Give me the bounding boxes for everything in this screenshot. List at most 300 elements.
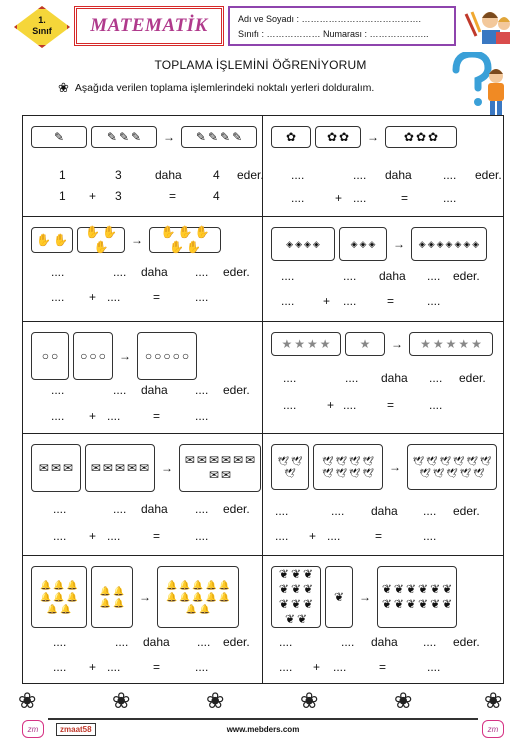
envelope-icon: ✉ bbox=[114, 460, 126, 475]
blank-answer[interactable]: .... bbox=[115, 635, 129, 649]
circle-icon: ○ bbox=[89, 348, 97, 363]
blank-answer[interactable]: .... bbox=[51, 409, 65, 423]
arrow-right-icon: → bbox=[393, 237, 405, 251]
bird-icon: 🕊 bbox=[291, 456, 303, 466]
envelope-icon: ✉ bbox=[184, 453, 195, 467]
blank-answer[interactable]: .... bbox=[195, 265, 209, 279]
footer-divider bbox=[48, 718, 478, 720]
picture-row bbox=[31, 126, 257, 148]
website-link[interactable]: www.mebders.com bbox=[226, 725, 300, 734]
diamond-icon: ◈ bbox=[436, 239, 444, 249]
bird-icon: 🕊 bbox=[335, 468, 347, 478]
arrow-right-icon: → bbox=[391, 337, 403, 351]
circle-icon: ○ bbox=[80, 348, 88, 363]
circle-icon: ○ bbox=[181, 348, 190, 363]
circle-icon: ○ bbox=[41, 348, 49, 363]
diamond-icon: ◈ bbox=[418, 239, 426, 249]
first-group-box bbox=[271, 332, 341, 356]
pencil-icon: ✎ bbox=[220, 129, 231, 144]
parrot-icon: ❦ bbox=[405, 597, 416, 611]
author-tag: zmaat58 bbox=[56, 723, 96, 736]
parrot-icon: ❦ bbox=[381, 582, 392, 596]
total-group-box bbox=[409, 332, 493, 356]
first-group-box bbox=[31, 332, 69, 380]
blank-answer[interactable]: .... bbox=[345, 371, 359, 385]
parrot-icon: ❦ bbox=[430, 582, 441, 596]
instruction bbox=[58, 82, 374, 94]
plus-sign: + bbox=[89, 409, 97, 423]
picture-row bbox=[271, 444, 497, 490]
second-group-box bbox=[85, 444, 155, 492]
bird-icon: 🕊 bbox=[453, 456, 465, 466]
bell-icon: 🔔 bbox=[192, 592, 204, 602]
blank-answer[interactable]: .... bbox=[291, 191, 305, 205]
exercise-cell bbox=[263, 556, 503, 684]
parrot-icon: ❦ bbox=[418, 597, 429, 611]
equation-number: 4 bbox=[213, 189, 220, 203]
question-boy-illustration bbox=[450, 52, 510, 118]
envelope-icon: ✉ bbox=[139, 460, 150, 475]
pencil-icon: ✎ bbox=[118, 129, 130, 144]
flower-icon: ❀ bbox=[206, 688, 225, 713]
hand-icon: ✋ bbox=[186, 240, 201, 254]
bird-icon: 🕊 bbox=[459, 468, 472, 478]
diamond-icon: ◈ bbox=[427, 239, 435, 249]
bell-icon: 🔔 bbox=[205, 592, 217, 602]
bell-icon: 🔔 bbox=[99, 598, 111, 608]
sentence-word: 3 bbox=[115, 168, 122, 182]
envelope-icon: ✉ bbox=[127, 460, 138, 475]
flower-icon: ✿ bbox=[428, 129, 439, 144]
exercise-cell bbox=[23, 556, 263, 684]
class-number-field[interactable]: Sınıfı : ……………… Numarası : ……………….. bbox=[238, 29, 429, 39]
pencil-icon: ✎ bbox=[106, 129, 117, 144]
pencil-icon: ✎ bbox=[232, 129, 243, 144]
parrot-icon: ❦ bbox=[393, 597, 404, 611]
star-icon: ★ bbox=[294, 336, 305, 351]
envelope-icon: ✉ bbox=[208, 453, 219, 467]
diamond-icon: ◈ bbox=[359, 239, 367, 249]
parrot-icon: ❦ bbox=[442, 597, 453, 611]
total-group-box bbox=[157, 566, 239, 628]
blank-answer[interactable]: .... bbox=[291, 168, 305, 182]
blank-answer[interactable]: .... bbox=[423, 529, 437, 543]
blank-answer[interactable]: .... bbox=[107, 290, 121, 304]
parrot-icon: ❦ bbox=[405, 582, 416, 596]
blank-answer[interactable]: .... bbox=[51, 290, 65, 304]
sentence-word: eder. bbox=[223, 265, 250, 279]
bell-icon: 🔔 bbox=[113, 586, 125, 596]
blank-answer[interactable]: .... bbox=[279, 660, 293, 674]
arrow-right-icon: → bbox=[161, 461, 173, 475]
picture-row bbox=[31, 332, 197, 380]
blank-answer[interactable]: .... bbox=[51, 265, 65, 279]
diamond-icon: ◈ bbox=[304, 239, 311, 249]
picture-row bbox=[31, 566, 239, 628]
blank-answer[interactable]: .... bbox=[279, 635, 293, 649]
right-logo: zm bbox=[482, 720, 504, 738]
parrot-icon: ❦ bbox=[297, 612, 308, 626]
plus-sign: + bbox=[313, 660, 321, 674]
blank-answer[interactable]: .... bbox=[427, 269, 441, 283]
exercise-cell bbox=[263, 322, 503, 434]
star-icon: ★ bbox=[432, 336, 444, 351]
grade-word: Sınıf bbox=[32, 26, 52, 36]
bell-icon: 🔔 bbox=[218, 580, 231, 590]
instruction-text: Aşağıda verilen toplama işlemlerindeki noktalı yerleri dolduralım. bbox=[74, 82, 375, 94]
envelope-icon: ✉ bbox=[245, 453, 256, 467]
blank-answer[interactable]: .... bbox=[427, 660, 441, 674]
hand-icon: ✋ bbox=[53, 232, 68, 247]
arrow-right-icon: → bbox=[163, 130, 175, 144]
bird-icon: 🕊 bbox=[335, 456, 347, 466]
equals-sign: = bbox=[153, 290, 161, 304]
blank-answer[interactable]: .... bbox=[113, 265, 127, 279]
bird-icon: 🕊 bbox=[277, 456, 289, 466]
footer bbox=[22, 718, 504, 738]
sentence-word: eder. bbox=[459, 371, 486, 385]
sentence-word: 4 bbox=[213, 168, 220, 182]
equals-sign: = bbox=[387, 398, 395, 412]
sentence-word: eder. bbox=[453, 504, 480, 518]
sentence-word: daha bbox=[141, 502, 168, 516]
arrow-right-icon: → bbox=[389, 460, 401, 474]
second-group-box bbox=[313, 444, 383, 490]
equals-sign: = bbox=[169, 189, 177, 203]
total-group-box bbox=[377, 566, 457, 628]
pencil-icon: ✎ bbox=[131, 129, 142, 144]
bell-icon: 🔔 bbox=[113, 598, 125, 608]
blank-answer[interactable]: .... bbox=[113, 383, 127, 397]
flower-icon: ❀ bbox=[484, 688, 503, 713]
parrot-icon: ❦ bbox=[278, 567, 289, 581]
envelope-icon: ✉ bbox=[233, 453, 244, 467]
blank-answer[interactable]: .... bbox=[429, 371, 443, 385]
sentence-word: daha bbox=[141, 383, 168, 397]
equation-number: 3 bbox=[115, 189, 122, 203]
envelope-icon: ✉ bbox=[102, 460, 113, 475]
diamond-icon: ◈ bbox=[312, 239, 320, 249]
star-icon: ★ bbox=[458, 336, 470, 351]
blank-answer[interactable]: .... bbox=[423, 504, 437, 518]
blank-answer[interactable]: .... bbox=[341, 635, 355, 649]
arrow-right-icon: → bbox=[367, 130, 379, 144]
children-reading-illustration bbox=[460, 6, 512, 48]
blank-answer[interactable]: .... bbox=[195, 383, 209, 397]
bell-icon: 🔔 bbox=[192, 580, 204, 590]
equation-number: 1 bbox=[59, 189, 66, 203]
second-group-box bbox=[73, 332, 113, 380]
bell-icon: 🔔 bbox=[66, 580, 78, 590]
bird-icon: 🕊 bbox=[284, 468, 296, 478]
arrow-right-icon: → bbox=[119, 349, 131, 363]
second-group-box bbox=[77, 227, 125, 253]
blank-answer[interactable]: .... bbox=[283, 371, 297, 385]
exercise-cell bbox=[263, 434, 503, 556]
sentence-word: daha bbox=[385, 168, 412, 182]
blank-answer[interactable]: .... bbox=[343, 269, 357, 283]
blank-answer[interactable]: .... bbox=[195, 529, 209, 543]
bell-icon: 🔔 bbox=[165, 580, 178, 590]
parrot-icon: ❦ bbox=[290, 567, 302, 581]
circle-icon: ○ bbox=[144, 348, 153, 363]
plus-sign: + bbox=[327, 398, 335, 412]
blank-answer[interactable]: .... bbox=[353, 191, 367, 205]
picture-row bbox=[31, 227, 221, 253]
blank-answer[interactable]: .... bbox=[423, 635, 437, 649]
sentence-word: daha bbox=[143, 635, 170, 649]
subject-title: MATEMATİK bbox=[74, 6, 224, 46]
picture-row bbox=[271, 332, 493, 356]
diamond-icon: ◈ bbox=[350, 239, 358, 249]
bird-icon: 🕊 bbox=[426, 456, 438, 466]
flower-icon: ❀ bbox=[58, 80, 69, 95]
plus-sign: + bbox=[89, 660, 97, 674]
plus-sign: + bbox=[323, 294, 331, 308]
bird-icon: 🕊 bbox=[466, 456, 478, 466]
bell-icon: 🔔 bbox=[185, 604, 197, 614]
diamond-icon: ◈ bbox=[368, 239, 376, 249]
parrot-icon: ❦ bbox=[278, 597, 289, 611]
bell-icon: 🔔 bbox=[218, 592, 231, 602]
second-group-box bbox=[315, 126, 361, 148]
blank-answer[interactable]: .... bbox=[53, 660, 67, 674]
second-group-box bbox=[325, 566, 353, 628]
bell-icon: 🔔 bbox=[66, 592, 78, 602]
first-group-box bbox=[271, 126, 311, 148]
blank-answer[interactable]: .... bbox=[195, 502, 209, 516]
hand-icon: ✋ bbox=[93, 240, 109, 254]
parrot-icon: ❦ bbox=[381, 597, 392, 611]
blank-answer[interactable]: .... bbox=[195, 660, 209, 674]
pencil-icon: ✎ bbox=[195, 129, 206, 144]
sentence-word: daha bbox=[379, 269, 406, 283]
blank-answer[interactable]: .... bbox=[427, 294, 441, 308]
equals-sign: = bbox=[375, 529, 383, 543]
bird-icon: 🕊 bbox=[439, 456, 451, 466]
first-group-box bbox=[271, 444, 309, 490]
bell-icon: 🔔 bbox=[46, 604, 58, 614]
first-group-box bbox=[271, 566, 321, 628]
picture-row bbox=[271, 126, 457, 148]
plus-sign: + bbox=[89, 290, 97, 304]
sentence-word: eder. bbox=[453, 635, 480, 649]
circle-icon: ○ bbox=[51, 348, 59, 363]
flower-icon: ✿ bbox=[403, 129, 414, 144]
bell-icon: 🔔 bbox=[53, 580, 65, 590]
parrot-icon: ❦ bbox=[303, 582, 314, 596]
plus-sign: + bbox=[89, 189, 97, 203]
total-group-box bbox=[181, 126, 257, 148]
flower-icon: ❀ bbox=[394, 688, 413, 713]
diamond-icon: ◈ bbox=[454, 239, 462, 249]
envelope-icon: ✉ bbox=[90, 460, 101, 475]
blank-answer[interactable]: .... bbox=[343, 398, 357, 412]
flower-icon: ✿ bbox=[326, 129, 337, 144]
blank-answer[interactable]: .... bbox=[53, 529, 67, 543]
blank-answer[interactable]: .... bbox=[197, 635, 211, 649]
envelope-icon: ✉ bbox=[221, 468, 232, 482]
parrot-icon: ❦ bbox=[284, 612, 295, 626]
star-icon: ★ bbox=[445, 336, 457, 351]
bell-icon: 🔔 bbox=[99, 586, 111, 596]
arrow-right-icon: → bbox=[359, 590, 371, 604]
circle-icon: ○ bbox=[163, 348, 171, 363]
hand-icon: ✋ bbox=[102, 225, 117, 239]
plus-sign: + bbox=[335, 191, 343, 205]
blank-answer[interactable]: .... bbox=[429, 398, 443, 412]
left-logo: zm bbox=[22, 720, 44, 738]
total-group-box bbox=[385, 126, 457, 148]
flower-icon: ❀ bbox=[300, 688, 319, 713]
equals-sign: = bbox=[153, 529, 161, 543]
grade-number: 1. bbox=[38, 15, 46, 25]
exercise-cell bbox=[23, 116, 263, 217]
exercise-grid bbox=[22, 115, 504, 684]
blank-answer[interactable]: .... bbox=[195, 409, 209, 423]
blank-answer[interactable]: .... bbox=[327, 529, 341, 543]
parrot-icon: ❦ bbox=[430, 597, 441, 611]
blank-answer[interactable]: .... bbox=[443, 191, 457, 205]
parrot-icon: ❦ bbox=[418, 582, 429, 596]
circle-icon: ○ bbox=[98, 348, 106, 363]
circle-icon: ○ bbox=[172, 348, 180, 363]
star-icon: ★ bbox=[471, 336, 482, 351]
hand-icon: ✋ bbox=[85, 225, 100, 239]
blank-answer[interactable]: .... bbox=[53, 502, 67, 516]
first-group-box bbox=[31, 126, 87, 148]
flower-icon: ✿ bbox=[415, 129, 427, 144]
blank-answer[interactable]: .... bbox=[107, 409, 121, 423]
diamond-icon: ◈ bbox=[295, 239, 302, 249]
grade-label bbox=[14, 15, 70, 37]
total-group-box bbox=[149, 227, 221, 253]
bird-icon: 🕊 bbox=[419, 468, 431, 478]
star-icon: ★ bbox=[420, 336, 431, 351]
flower-icon: ❀ bbox=[18, 688, 37, 713]
blank-answer[interactable]: .... bbox=[195, 290, 209, 304]
blank-answer[interactable]: .... bbox=[343, 294, 357, 308]
star-icon: ★ bbox=[359, 336, 371, 351]
flower-icon: ✿ bbox=[285, 129, 297, 144]
parrot-icon: ❦ bbox=[290, 582, 302, 596]
second-group-box bbox=[91, 126, 157, 148]
envelope-icon: ✉ bbox=[208, 468, 219, 482]
sentence-word: eder. bbox=[237, 168, 264, 182]
star-icon: ★ bbox=[281, 336, 293, 351]
bird-icon: 🕊 bbox=[479, 456, 492, 466]
blank-answer[interactable]: .... bbox=[443, 168, 457, 182]
equals-sign: = bbox=[153, 660, 161, 674]
sentence-word: eder. bbox=[223, 635, 250, 649]
blank-answer[interactable]: .... bbox=[331, 504, 345, 518]
sentence-word: daha bbox=[371, 635, 398, 649]
first-group-box bbox=[31, 227, 73, 253]
bird-icon: 🕊 bbox=[322, 456, 334, 466]
sentence-word: eder. bbox=[223, 502, 250, 516]
parrot-icon: ❦ bbox=[333, 589, 345, 604]
second-group-box bbox=[91, 566, 133, 628]
total-group-box bbox=[411, 227, 487, 261]
hand-icon: ✋ bbox=[177, 225, 193, 239]
bell-icon: 🔔 bbox=[179, 592, 191, 602]
exercise-cell bbox=[23, 217, 263, 322]
blank-answer[interactable]: .... bbox=[107, 529, 121, 543]
flower-icon: ❀ bbox=[112, 688, 131, 713]
bird-icon: 🕊 bbox=[412, 456, 425, 466]
star-icon: ★ bbox=[307, 336, 318, 351]
bell-icon: 🔔 bbox=[53, 592, 65, 602]
bird-icon: 🕊 bbox=[322, 468, 334, 478]
blank-answer[interactable]: .... bbox=[283, 398, 297, 412]
envelope-icon: ✉ bbox=[221, 453, 232, 467]
total-group-box bbox=[137, 332, 197, 380]
parrot-icon: ❦ bbox=[278, 582, 289, 596]
diamond-icon: ◈ bbox=[463, 239, 471, 249]
blank-answer[interactable]: .... bbox=[333, 660, 347, 674]
arrow-right-icon: → bbox=[131, 233, 143, 247]
total-group-box bbox=[179, 444, 261, 492]
blank-answer[interactable]: .... bbox=[113, 502, 127, 516]
bird-icon: 🕊 bbox=[362, 468, 374, 478]
equals-sign: = bbox=[379, 660, 387, 674]
bell-icon: 🔔 bbox=[165, 592, 178, 602]
bird-icon: 🕊 bbox=[362, 456, 374, 466]
hand-icon: ✋ bbox=[36, 232, 51, 247]
first-group-box bbox=[31, 444, 81, 492]
worksheet-header bbox=[14, 6, 510, 48]
name-field[interactable]: Adı ve Soyadı : …………………………………. bbox=[238, 14, 422, 24]
exercise-cell bbox=[263, 217, 503, 322]
blank-answer[interactable]: .... bbox=[275, 529, 289, 543]
blank-answer[interactable]: .... bbox=[281, 294, 295, 308]
bell-icon: 🔔 bbox=[60, 604, 72, 614]
envelope-icon: ✉ bbox=[63, 460, 74, 475]
sentence-word: eder. bbox=[223, 383, 250, 397]
picture-row bbox=[271, 227, 487, 261]
plus-sign: + bbox=[309, 529, 317, 543]
equals-sign: = bbox=[387, 294, 395, 308]
blank-answer[interactable]: .... bbox=[353, 168, 367, 182]
blank-answer[interactable]: .... bbox=[51, 383, 65, 397]
picture-row bbox=[271, 566, 457, 628]
envelope-icon: ✉ bbox=[196, 453, 207, 467]
blank-answer[interactable]: .... bbox=[275, 504, 289, 518]
equals-sign: = bbox=[401, 191, 409, 205]
exercise-cell bbox=[23, 322, 263, 434]
student-info-box bbox=[228, 6, 456, 46]
first-group-box bbox=[31, 566, 87, 628]
total-group-box bbox=[407, 444, 497, 490]
bird-icon: 🕊 bbox=[349, 468, 361, 478]
page-title: TOPLAMA İŞLEMİNİ ÖĞRENİYORUM bbox=[154, 58, 367, 72]
equals-sign: = bbox=[153, 409, 161, 423]
arrow-right-icon: → bbox=[139, 590, 151, 604]
second-group-box bbox=[345, 332, 385, 356]
hand-icon: ✋ bbox=[160, 225, 176, 239]
parrot-icon: ❦ bbox=[442, 582, 453, 596]
plus-sign: + bbox=[89, 529, 97, 543]
circle-icon: ○ bbox=[154, 348, 162, 363]
blank-answer[interactable]: .... bbox=[281, 269, 295, 283]
parrot-icon: ❦ bbox=[393, 582, 404, 596]
parrot-icon: ❦ bbox=[303, 567, 314, 581]
hand-icon: ✋ bbox=[194, 225, 210, 239]
blank-answer[interactable]: .... bbox=[53, 635, 67, 649]
diamond-icon: ◈ bbox=[445, 239, 453, 249]
blank-answer[interactable]: .... bbox=[107, 660, 121, 674]
hand-icon: ✋ bbox=[169, 240, 184, 254]
